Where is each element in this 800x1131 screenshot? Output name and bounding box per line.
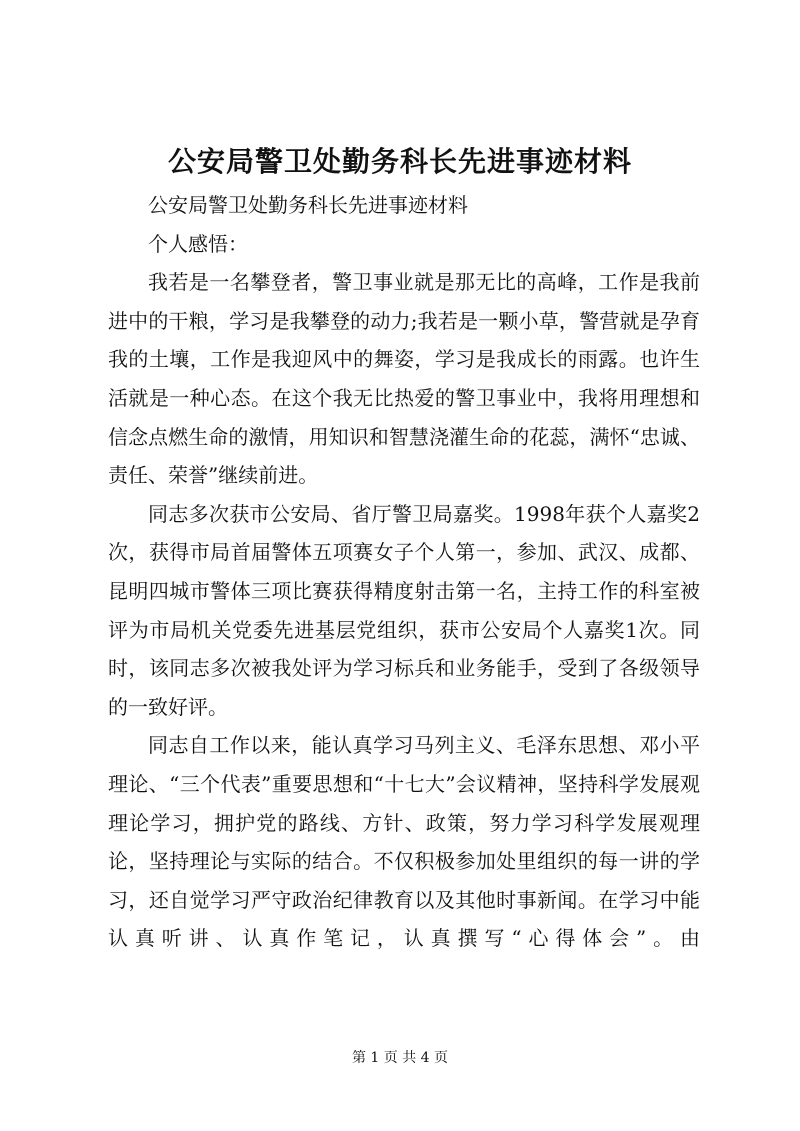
page-title: 公安局警卫处勤务科长先进事迹材料 xyxy=(167,145,632,178)
paragraph-personal-insight: 我若是一名攀登者，警卫事业就是那无比的高峰，工作是我前进中的干粮，学习是我攀登的动力;我若是一颗小草，警营就是孕育我的土壤，工作是我迎风中的舞姿，学习是我成长的雨露。也许生活就是一种心态。在这个我无比热爱的警卫事业中，我将用理想和信念点燃生命的激情，用知识和智慧浇灌生命的花蕊，满怀“忠诚、责任、荣誉”继续前进。 xyxy=(108,270,700,488)
paragraph-awards: 同志多次获市公安局、省厅警卫局嘉奖。1998年获个人嘉奖2次，获得市局首届警体五项赛女子个人第一，参加、武汉、成都、昆明四城市警体三项比赛获得精度射击第一名，主持工作的科室被评为市局机关党委先进基层党组织，获市公安局个人嘉奖1次。同时，该同志多次被我处评为学习标兵和业务能手，受到了各级领导的一致好评。 xyxy=(108,501,700,719)
paragraph-subtitle: 公安局警卫处勤务科长先进事迹材料 xyxy=(148,193,468,217)
paragraph-heading-personal-insight: 个人感悟： xyxy=(148,231,248,256)
paragraph-study: 同志自工作以来，能认真学习马列主义、毛泽东思想、邓小平理论、“三个代表”重要思想和“十七大”会议精神，坚持科学发展观理论学习，拥护党的路线、方针、政策，努力学习科学发展观理论，坚持理论与实际的结合。不仅积极参加处里组织的每一讲的学习，还自觉学习严守政治纪律教育以及其他时事新闻。在学习中能认真听讲、认真作笔记，认真撰写“心得体会”。由 xyxy=(108,733,700,951)
document-body xyxy=(108,186,700,958)
page-number: 第 1 页 共 4 页 xyxy=(351,1050,449,1066)
